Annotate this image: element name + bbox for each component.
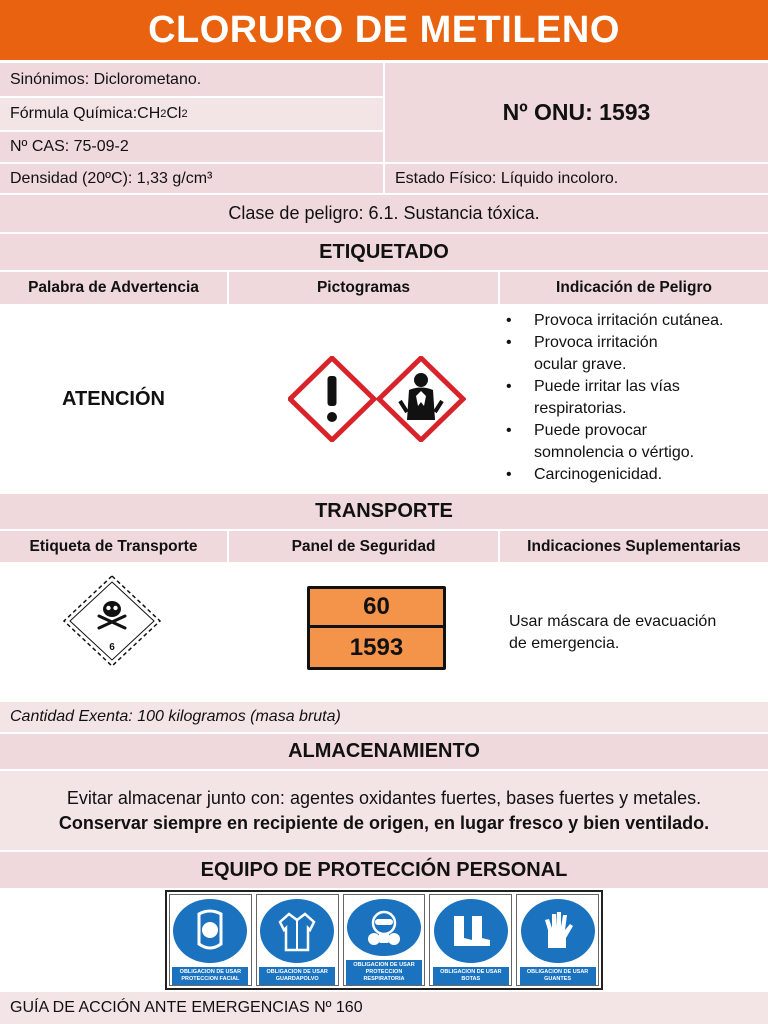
exempt-quantity: Cantidad Exenta: 100 kilogramos (masa bruta) xyxy=(0,702,768,732)
ppe-gloves xyxy=(516,894,599,986)
storage-line-2: Conservar siempre en recipiente de origen, en lugar fresco y bien ventilado. xyxy=(58,812,710,833)
transport-label xyxy=(62,574,162,668)
hazard-text: Puede irritar las vías xyxy=(534,378,680,395)
ppe-face-shield xyxy=(169,894,252,986)
respirator-icon xyxy=(347,899,421,956)
hazard-text: respiratorias. xyxy=(534,400,627,417)
ppe-label xyxy=(433,967,509,985)
ppe-label-line-2: BOTAS xyxy=(461,976,481,982)
page-title: CLORURO DE METILENO xyxy=(0,0,768,60)
col-pictograms: Pictogramas xyxy=(229,272,498,304)
formula-cl: Cl xyxy=(166,105,182,122)
ppe-title: EQUIPO DE PROTECCIÓN PERSONAL xyxy=(0,852,768,888)
ppe-label-line-2: GUANTES xyxy=(544,976,572,982)
boots-icon xyxy=(434,899,508,963)
hazard-class: Clase de peligro: 6.1. Sustancia tóxica. xyxy=(0,195,768,232)
chemical-formula xyxy=(0,98,383,130)
supplementary-indications xyxy=(509,611,764,655)
cas-number: Nº CAS: 75-09-2 xyxy=(0,132,383,162)
ppe-boots xyxy=(429,894,512,986)
hazard-text: ocular grave. xyxy=(534,356,627,373)
ppe-label-line-1: OBLIGACION DE USAR xyxy=(440,969,502,975)
col-safety-panel: Panel de Seguridad xyxy=(229,531,498,562)
un-number: 1593 xyxy=(349,633,404,661)
hazard-id-number: 60 xyxy=(310,589,443,628)
ppe-label xyxy=(520,967,596,985)
hazard-item xyxy=(500,332,768,376)
ppe-label-line-1: OBLIGACION DE USAR xyxy=(526,969,589,975)
hazard-item xyxy=(500,310,768,332)
transport-class-number: 6 xyxy=(109,642,115,653)
hazard-text: Provoca irritación cutánea. xyxy=(534,312,724,329)
face-shield-icon xyxy=(173,899,247,963)
hazard-statements xyxy=(500,310,768,486)
formula-sub-1: 2 xyxy=(160,108,167,120)
density: Densidad (20ºC): 1,33 g/cm³ xyxy=(0,164,383,193)
ppe-label-line-2: PROTECCION FACIAL xyxy=(181,976,240,982)
labeling-title: ETIQUETADO xyxy=(0,234,768,270)
hazard-item xyxy=(500,376,768,420)
formula-ch: CH xyxy=(137,105,161,122)
ghs-pictograms-svg xyxy=(288,356,466,442)
ppe-label xyxy=(259,967,335,985)
onu-number: Nº ONU: 1593 xyxy=(385,63,768,162)
col-transport-label: Etiqueta de Transporte xyxy=(0,531,227,562)
ppe-label-line-2: GUARDAPOLVO xyxy=(275,976,319,982)
storage-body xyxy=(0,771,768,850)
hazard-text: Provoca irritación xyxy=(534,334,658,351)
synonyms: Sinónimos: Diclorometano. xyxy=(0,63,383,96)
storage-title: ALMACENAMIENTO xyxy=(0,734,768,769)
safety-panel xyxy=(307,586,446,670)
health-hazard-icon xyxy=(379,358,463,440)
signal-word: ATENCIÓN xyxy=(62,387,165,410)
ppe-label-line-1: OBLIGACION DE USAR xyxy=(179,969,242,975)
dust-coat-icon xyxy=(260,899,334,963)
ppe-label-line-2: PROTECCION RESPIRATORIA xyxy=(363,969,405,982)
toxic-diamond-icon xyxy=(62,574,162,668)
hazard-text: Puede provocar xyxy=(534,422,647,439)
transport-title: TRANSPORTE xyxy=(0,494,768,529)
col-supplementary: Indicaciones Suplementarias xyxy=(500,531,768,562)
formula-sub-2: 2 xyxy=(181,108,188,120)
ppe-signs xyxy=(165,890,603,990)
col-hazard-statements: Indicación de Peligro xyxy=(500,272,768,304)
storage-line-1: Evitar almacenar junto con: agentes oxidantes fuertes, bases fuertes y metales. xyxy=(66,787,702,808)
hazard-list xyxy=(500,310,768,486)
hazard-text: somnolencia o vértigo. xyxy=(534,444,695,461)
hazard-text: Carcinogenicidad. xyxy=(534,466,663,483)
gloves-icon xyxy=(521,899,595,963)
formula-label: Fórmula Química: xyxy=(10,105,138,122)
ppe-label xyxy=(346,960,422,985)
ghs-pictograms xyxy=(288,356,466,442)
ppe-label-line-1: OBLIGACION DE USAR xyxy=(266,969,328,975)
supplementary-line-1: Usar máscara de evacuación xyxy=(509,613,717,630)
ppe-dust-coat xyxy=(256,894,339,986)
hazard-item xyxy=(500,420,768,464)
emergency-guide: GUÍA DE ACCIÓN ANTE EMERGENCIAS Nº 160 xyxy=(0,992,768,1024)
ppe-respirator xyxy=(343,894,426,986)
hazard-item xyxy=(500,464,768,486)
ppe-label xyxy=(172,967,248,985)
exclamation-mark-icon xyxy=(290,358,374,440)
col-signal-word: Palabra de Advertencia xyxy=(0,272,227,304)
supplementary-line-2: de emergencia. xyxy=(509,635,620,652)
physical-state: Estado Físico: Líquido incoloro. xyxy=(385,164,768,193)
ppe-label-line-1: OBLIGACION DE USAR xyxy=(353,962,415,968)
